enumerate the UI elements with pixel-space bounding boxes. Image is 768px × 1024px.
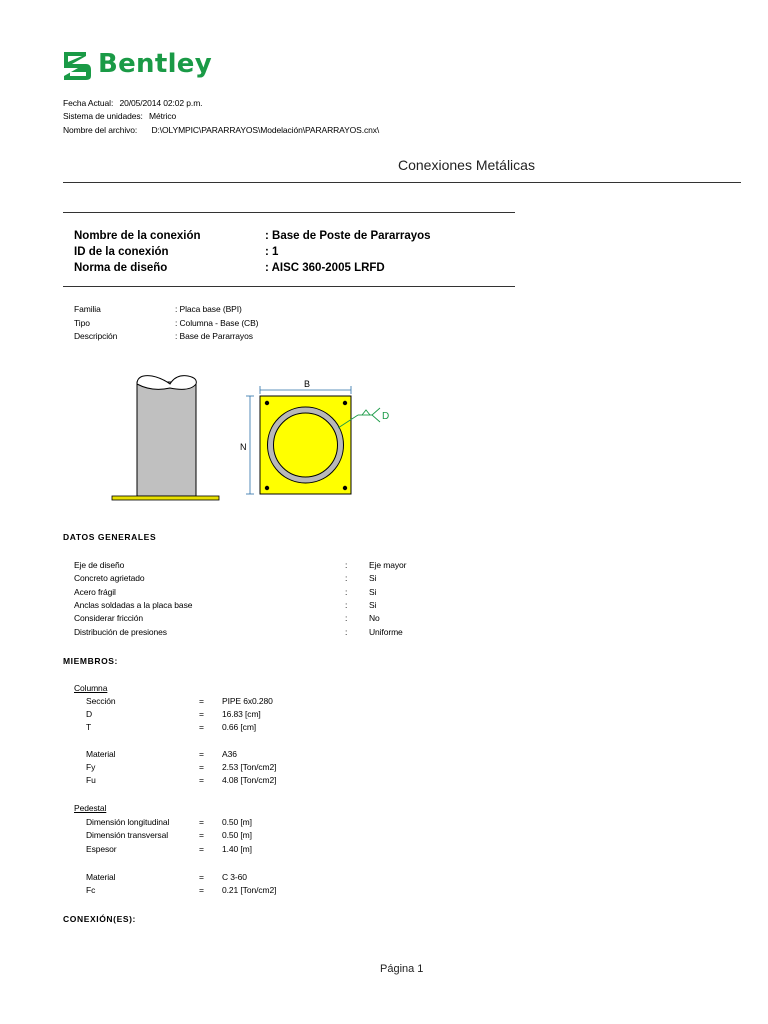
columna-label: T bbox=[86, 722, 92, 732]
pedestal-eq: = bbox=[199, 872, 204, 882]
family-value: : Placa base (BPI) bbox=[175, 304, 242, 314]
datos-value: No bbox=[369, 613, 380, 624]
family-label: Descripción bbox=[74, 331, 118, 341]
pedestal-value: C 3-60 bbox=[222, 872, 247, 882]
family-value: : Base de Pararrayos bbox=[175, 331, 253, 341]
datos-label: Concreto agrietado bbox=[74, 573, 145, 584]
columna-label: Sección bbox=[86, 696, 116, 706]
pedestal-title: Pedestal bbox=[74, 803, 107, 813]
meta-fecha-value: 20/05/2014 02:02 p.m. bbox=[119, 98, 203, 108]
pedestal-eq: = bbox=[199, 817, 204, 827]
meta-archivo bbox=[63, 125, 379, 136]
columna-value: 2.53 [Ton/cm2] bbox=[222, 762, 277, 772]
connection-bottom-divider bbox=[63, 286, 515, 287]
connection-value: : Base de Poste de Pararrayos bbox=[265, 230, 431, 242]
connection-top-divider bbox=[63, 212, 515, 213]
connection-label: ID de la conexión bbox=[74, 246, 169, 258]
meta-sistema-label: Sistema de unidades: bbox=[63, 111, 143, 121]
columna-value: A36 bbox=[222, 749, 237, 759]
pedestal-eq: = bbox=[199, 844, 204, 854]
connection-label: Nombre de la conexión bbox=[74, 230, 201, 242]
family-label: Tipo bbox=[74, 318, 90, 328]
pedestal-value: 0.50 [m] bbox=[222, 830, 252, 840]
bentley-logo bbox=[62, 48, 222, 84]
connection-value: : AISC 360-2005 LRFD bbox=[265, 262, 385, 274]
meta-archivo-value: D:\OLYMPIC\PARARRAYOS\Modelación\PARARRAYOS.cnx\ bbox=[151, 125, 380, 135]
dim-n-label: N bbox=[240, 442, 247, 452]
pedestal-label: Espesor bbox=[86, 844, 117, 854]
columna-value: 0.66 [cm] bbox=[222, 722, 257, 732]
pedestal-label: Material bbox=[86, 872, 116, 882]
columna-eq: = bbox=[199, 775, 204, 785]
datos-sep: : bbox=[345, 599, 348, 610]
columna-label: D bbox=[86, 709, 93, 719]
datos-label: Distribución de presiones bbox=[74, 626, 167, 637]
datos-label: Anclas soldadas a la placa base bbox=[74, 599, 193, 610]
title-divider bbox=[63, 182, 741, 183]
datos-value: Eje mayor bbox=[369, 560, 407, 570]
datos-label: Acero frágil bbox=[74, 586, 116, 597]
datos-sep: : bbox=[345, 613, 348, 624]
connection-label: Norma de diseño bbox=[74, 262, 168, 274]
dim-d-label: D bbox=[382, 411, 390, 422]
datos-value: Si bbox=[369, 573, 377, 584]
meta-sistema-value: Métrico bbox=[149, 111, 177, 121]
pedestal-eq: = bbox=[199, 830, 204, 840]
logo-text: Bentley bbox=[98, 49, 212, 79]
datos-sep: : bbox=[345, 560, 348, 570]
datos-label: Considerar fricción bbox=[74, 613, 143, 624]
conexiones-heading: CONEXIÓN(ES): bbox=[63, 914, 136, 924]
columna-label: Material bbox=[86, 749, 116, 759]
page-number: Página 1 bbox=[380, 963, 424, 975]
columna-label: Fu bbox=[86, 775, 96, 785]
columna-eq: = bbox=[199, 749, 204, 759]
dim-b-label: B bbox=[304, 379, 311, 389]
family-label: Familia bbox=[74, 304, 101, 314]
columna-eq: = bbox=[199, 722, 204, 732]
page-title: Conexiones Metálicas bbox=[398, 157, 535, 173]
datos-value: Si bbox=[369, 586, 377, 597]
meta-archivo-label: Nombre del archivo: bbox=[63, 125, 138, 135]
datos-label: Eje de diseño bbox=[74, 560, 125, 570]
columna-value: PIPE 6x0.280 bbox=[222, 696, 273, 706]
base-plate-drawing bbox=[246, 386, 380, 494]
connection-value: : 1 bbox=[265, 246, 279, 258]
meta-fecha-label: Fecha Actual: bbox=[63, 98, 114, 108]
datos-value: Si bbox=[369, 599, 377, 610]
column-pipe-drawing bbox=[112, 376, 219, 500]
columna-value: 4.08 [Ton/cm2] bbox=[222, 775, 277, 785]
connection-diagram bbox=[100, 370, 400, 510]
columna-value: 16.83 [cm] bbox=[222, 709, 261, 719]
pedestal-value: 1.40 [m] bbox=[222, 844, 252, 854]
columna-eq: = bbox=[199, 696, 204, 706]
datos-sep: : bbox=[345, 573, 348, 584]
pedestal-eq: = bbox=[199, 885, 204, 895]
datos-value: Uniforme bbox=[369, 626, 403, 637]
bentley-b-icon bbox=[62, 50, 92, 82]
columna-eq: = bbox=[199, 762, 204, 772]
datos-heading: DATOS GENERALES bbox=[63, 532, 157, 542]
pedestal-label: Fc bbox=[86, 885, 96, 895]
columna-label: Fy bbox=[86, 762, 96, 772]
pedestal-label: Dimensión longitudinal bbox=[86, 817, 170, 827]
pedestal-label: Dimensión transversal bbox=[86, 830, 168, 840]
datos-sep: : bbox=[345, 586, 348, 597]
meta-sistema bbox=[63, 111, 176, 122]
pedestal-value: 0.50 [m] bbox=[222, 817, 252, 827]
datos-sep: : bbox=[345, 626, 348, 637]
pedestal-value: 0.21 [Ton/cm2] bbox=[222, 885, 277, 895]
columna-eq: = bbox=[199, 709, 204, 719]
meta-fecha bbox=[63, 98, 202, 109]
miembros-heading: MIEMBROS: bbox=[63, 656, 118, 666]
family-value: : Columna - Base (CB) bbox=[175, 318, 259, 328]
columna-title: Columna bbox=[74, 683, 108, 693]
